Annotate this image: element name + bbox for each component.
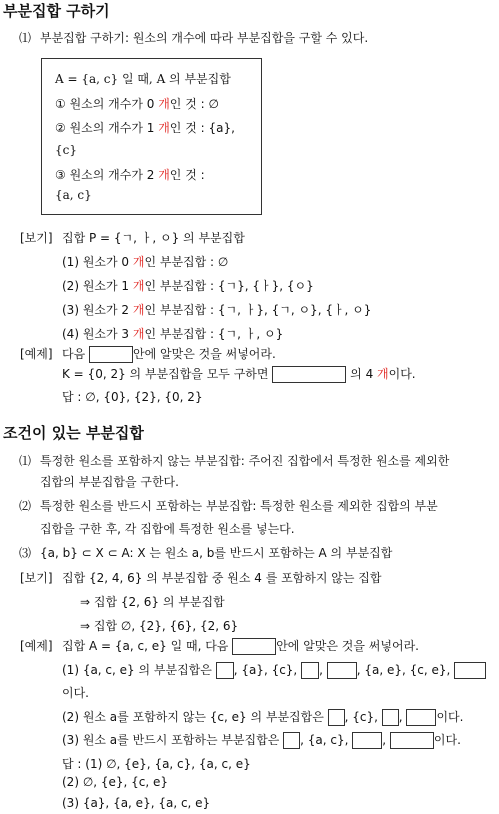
answer-blank[interactable] xyxy=(390,732,434,749)
example-line: (3) 원소가 2 개인 부분집합 : {ㄱ, ㅏ}, {ㄱ, ㅇ}, {ㅏ, ㅇ} xyxy=(62,303,372,317)
frame-line: ① 원소의 개수가 0 개인 것 : ∅ xyxy=(55,97,219,111)
exercise-line: K = {0, 2} 의 부분집합을 모두 구하면 의 4 개이다. xyxy=(62,367,416,381)
item-text: 집합의 부분집합을 구한다. xyxy=(40,475,179,489)
answer-line: (3) {a}, {a, e}, {a, c, e} xyxy=(62,796,211,810)
exercise-tag: [예제] xyxy=(20,639,53,653)
frame-line: {c} xyxy=(55,143,77,157)
item-text: {a, b} ⊂ X ⊂ A: X 는 원소 a, b를 반드시 포함하는 A 의 부분집합 xyxy=(40,546,393,560)
example-line: 집합 {2, 4, 6} 의 부분집합 중 원소 4 를 포함하지 않는 집합 xyxy=(62,571,382,585)
answer-blank[interactable] xyxy=(216,662,234,679)
answer-line: (2) ∅, {e}, {c, e} xyxy=(62,775,169,789)
answer-line: 답 : (1) ∅, {e}, {a, c}, {a, c, e} xyxy=(62,757,251,771)
answer-blank[interactable] xyxy=(89,346,133,363)
answer-blank[interactable] xyxy=(406,709,436,726)
answer-blank[interactable] xyxy=(328,709,345,726)
exercise-tag: [예제] xyxy=(20,347,53,361)
example-line: ⇒ 집합 ∅, {2}, {6}, {2, 6} xyxy=(80,619,239,633)
exercise-line: 이다. xyxy=(62,686,89,700)
exercise-line: (3) 원소 a를 반드시 포함하는 부분집합은 , {a, c}, , 이다. xyxy=(62,733,461,747)
answer-blank[interactable] xyxy=(232,638,276,655)
answer-blank[interactable] xyxy=(283,732,300,749)
item-text: 부분집합 구하기: 원소의 개수에 따라 부분집합을 구할 수 있다. xyxy=(40,31,369,45)
item-number: ⑵ xyxy=(19,499,32,513)
item-text: 특정한 원소를 포함하지 않는 부분집합: 주어진 집합에서 특정한 원소를 제외한 xyxy=(40,454,450,468)
answer-line: 답 : ∅, {0}, {2}, {0, 2} xyxy=(62,390,203,404)
example-tag: [보기] xyxy=(20,231,53,245)
item-number: ⑴ xyxy=(19,454,32,468)
exercise-line: (1) {a, c, e} 의 부분집합은 , {a}, {c}, , , {a, e}, {c, e}, xyxy=(62,661,486,679)
answer-blank[interactable] xyxy=(301,662,319,679)
example-line: ⇒ 집합 {2, 6} 의 부분집합 xyxy=(80,595,225,609)
exercise-line: 다음 안에 알맞은 것을 써넣어라. xyxy=(62,347,276,361)
answer-blank[interactable] xyxy=(382,709,399,726)
example-line: (1) 원소가 0 개인 부분집합 : ∅ xyxy=(62,255,229,269)
example-line: (4) 원소가 3 개인 부분집합 : {ㄱ, ㅏ, ㅇ} xyxy=(62,327,284,341)
item-number: ⑶ xyxy=(19,546,32,560)
frame-line: A = {a, c} 일 때, A 의 부분집합 xyxy=(55,72,231,86)
exercise-line: (2) 원소 a를 포함하지 않는 {c, e} 의 부분집합은 , {c}, , 이다. xyxy=(62,710,464,724)
frame-line: ② 원소의 개수가 1 개인 것 : {a}, xyxy=(55,121,235,135)
exercise-line: 집합 A = {a, c, e} 일 때, 다음 안에 알맞은 것을 써넣어라. xyxy=(62,639,419,653)
example-line: 집합 P = {ㄱ, ㅏ, ㅇ} 의 부분집합 xyxy=(62,231,245,245)
item-number: ⑴ xyxy=(19,31,32,45)
answer-blank[interactable] xyxy=(327,662,357,679)
section1-title: 부분집합 구하기 xyxy=(3,2,110,20)
answer-blank[interactable] xyxy=(272,366,346,383)
example-line: (2) 원소가 1 개인 부분집합 : {ㄱ}, {ㅏ}, {ㅇ} xyxy=(62,279,314,293)
example-tag: [보기] xyxy=(20,571,53,585)
frame-line: ③ 원소의 개수가 2 개인 것 : xyxy=(55,168,205,182)
section2-title: 조건이 있는 부분집합 xyxy=(3,424,144,442)
item-text: 집합을 구한 후, 각 집합에 특정한 원소를 넣는다. xyxy=(40,522,295,536)
answer-blank[interactable] xyxy=(352,732,382,749)
answer-blank[interactable] xyxy=(454,662,486,679)
frame-line: {a, c} xyxy=(55,188,92,202)
item-text: 특정한 원소를 반드시 포함하는 부분집합: 특정한 원소를 제외한 집합의 부분 xyxy=(40,499,438,513)
